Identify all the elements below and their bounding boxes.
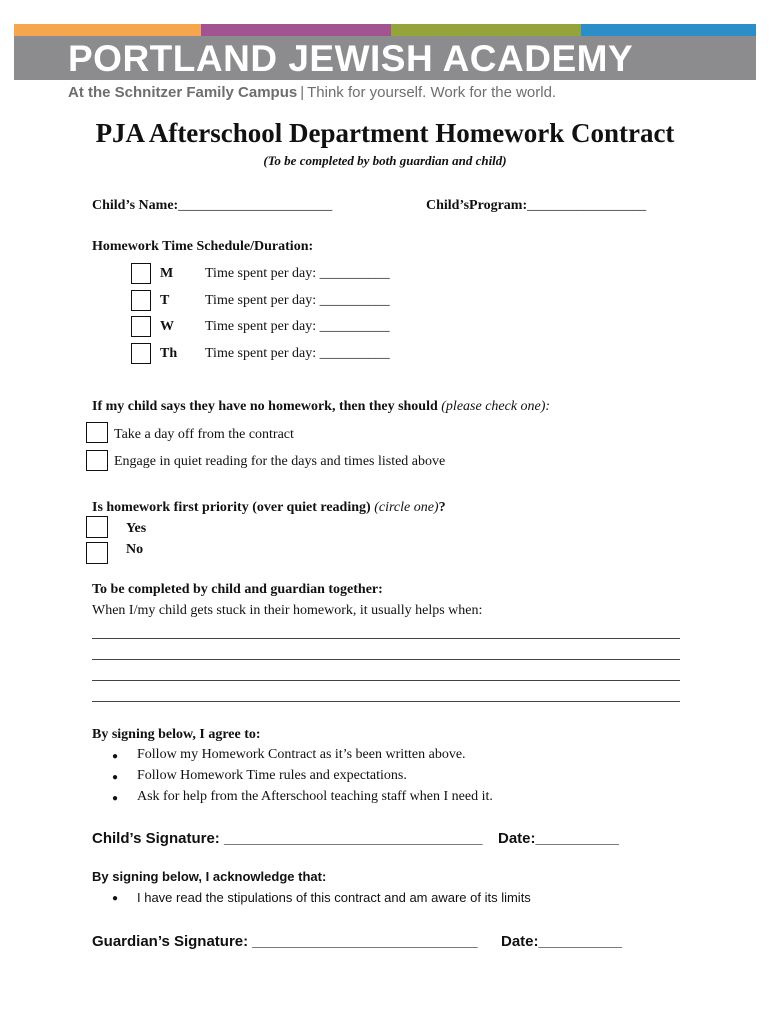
color-bar-purple bbox=[201, 24, 391, 36]
checkbox-quiet-reading[interactable] bbox=[86, 450, 108, 471]
day-label-monday: M bbox=[160, 266, 174, 281]
checkbox-monday[interactable] bbox=[131, 263, 151, 284]
page-subtitle: (To be completed by both guardian and child) bbox=[263, 153, 507, 168]
checkbox-no[interactable] bbox=[86, 542, 108, 564]
child-date-field[interactable]: Date:__________ bbox=[498, 830, 619, 847]
child-program-field[interactable] bbox=[426, 198, 646, 214]
child-program-label: Child’sProgram: bbox=[426, 198, 528, 213]
tagline bbox=[68, 84, 556, 101]
guardian-signature-field[interactable]: Guardian’s Signature: ___________________________ bbox=[92, 933, 478, 950]
child-name-field[interactable] bbox=[92, 198, 332, 214]
child-name-label: Child’s Name: bbox=[92, 198, 179, 213]
option-yes: Yes bbox=[126, 521, 147, 536]
time-wednesday[interactable]: Time spent per day: __________ bbox=[205, 319, 390, 334]
together-prompt: When I/my child gets stuck in their homework, it usually helps when: bbox=[92, 603, 483, 618]
together-heading: To be completed by child and guardian together: bbox=[92, 582, 383, 597]
time-monday[interactable]: Time spent per day: __________ bbox=[205, 266, 390, 281]
answer-line[interactable] bbox=[92, 701, 680, 702]
checkbox-yes[interactable] bbox=[86, 516, 108, 538]
option-no: No bbox=[126, 542, 144, 557]
acknowledge-list bbox=[112, 890, 531, 905]
answer-line[interactable] bbox=[92, 680, 680, 681]
schedule-heading: Homework Time Schedule/Duration: bbox=[92, 239, 314, 254]
color-bar-orange bbox=[14, 24, 201, 36]
list-item: ● Follow my Homework Contract as it’s been written above. bbox=[112, 747, 493, 768]
checkbox-wednesday[interactable] bbox=[131, 316, 151, 337]
answer-line[interactable] bbox=[92, 638, 680, 639]
school-name: PORTLAND JEWISH ACADEMY bbox=[68, 38, 634, 79]
child-name-blank[interactable]: ______________________ bbox=[178, 198, 333, 213]
answer-line[interactable] bbox=[92, 659, 680, 660]
option-quiet-reading: Engage in quiet reading for the days and times listed above bbox=[114, 454, 446, 469]
color-bar-blue bbox=[581, 24, 756, 36]
child-signature-field[interactable]: Child’s Signature: _______________________________ bbox=[92, 830, 483, 847]
day-label-thursday: Th bbox=[160, 346, 178, 361]
page-title: PJA Afterschool Department Homework Contract bbox=[95, 118, 675, 148]
checkbox-tuesday[interactable] bbox=[131, 290, 151, 311]
list-item: ● Ask for help from the Afterschool teaching staff when I need it. bbox=[112, 789, 493, 810]
guardian-date-field[interactable]: Date:__________ bbox=[501, 933, 622, 950]
priority-end: ? bbox=[438, 500, 446, 515]
option-day-off: Take a day off from the contract bbox=[114, 427, 294, 442]
time-thursday[interactable]: Time spent per day: __________ bbox=[205, 346, 390, 361]
motto: Think for yourself. Work for the world. bbox=[307, 84, 557, 101]
day-label-tuesday: T bbox=[160, 293, 170, 308]
day-label-wednesday: W bbox=[160, 319, 174, 334]
agree-heading: By signing below, I agree to: bbox=[92, 727, 261, 742]
acknowledge-heading: By signing below, I acknowledge that: bbox=[92, 869, 327, 884]
no-homework-hint: (please check one): bbox=[441, 399, 551, 414]
priority-hint: (circle one) bbox=[374, 500, 439, 515]
no-homework-question bbox=[92, 399, 550, 415]
child-program-blank[interactable]: _________________ bbox=[527, 198, 647, 213]
tagline-divider: | bbox=[300, 84, 305, 101]
time-tuesday[interactable]: Time spent per day: __________ bbox=[205, 293, 390, 308]
list-item: ● I have read the stipulations of this contract and am aware of its limits bbox=[112, 890, 531, 905]
campus-name: At the Schnitzer Family Campus bbox=[68, 84, 298, 101]
no-homework-text: If my child says they have no homework, then they should bbox=[92, 399, 438, 414]
list-item: ● Follow Homework Time rules and expectations. bbox=[112, 768, 493, 789]
priority-question bbox=[92, 500, 446, 516]
agree-list bbox=[112, 747, 493, 810]
checkbox-day-off[interactable] bbox=[86, 422, 108, 443]
header-banner bbox=[14, 36, 756, 80]
color-bar-green bbox=[391, 24, 581, 36]
priority-text: Is homework first priority (over quiet reading) bbox=[92, 500, 371, 515]
checkbox-thursday[interactable] bbox=[131, 343, 151, 364]
